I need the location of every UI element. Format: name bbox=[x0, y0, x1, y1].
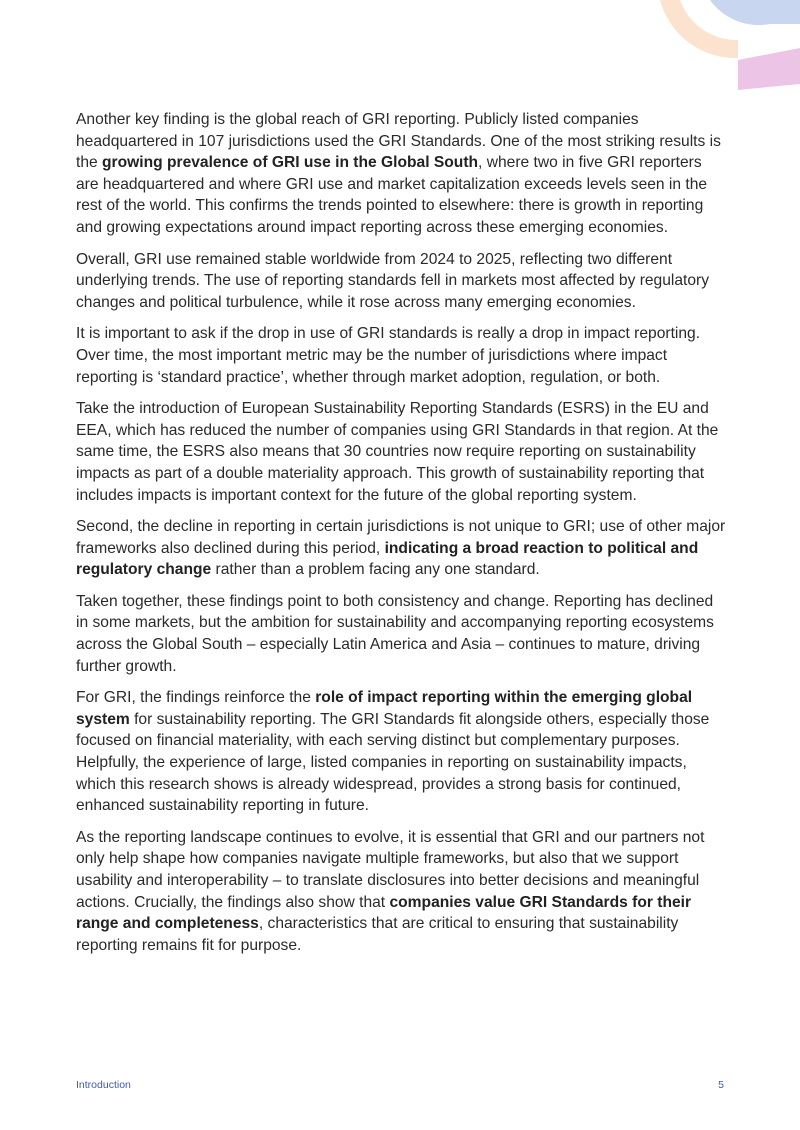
text-run: , where two in five GRI reporters are headquartered and where GRI use and market capitalization exceeds levels seen in the rest of the world. This confirms the trends pointed to elsewhere: there is growth in reporting and growing expectations around impact reporting across these emerging economies. bbox=[76, 154, 708, 236]
bold-text: growing prevalence of GRI use in the Global South bbox=[102, 154, 479, 172]
footer-section-label: Introduction bbox=[76, 1079, 131, 1091]
text-run: Overall, GRI use remained stable worldwide from 2024 to 2025, reflecting two different underlying trends. The use of reporting standards fell in markets most affected by regulatory changes and political turbulence, while it rose across many emerging economies. bbox=[76, 250, 710, 311]
body-paragraph bbox=[76, 109, 726, 239]
body-paragraph bbox=[76, 591, 726, 677]
page-number: 5 bbox=[718, 1079, 724, 1091]
body-paragraph bbox=[76, 323, 726, 388]
text-run: , characteristics that are critical to ensuring that sustainability reporting remains fit for purpose. bbox=[76, 915, 679, 954]
body-paragraph bbox=[76, 516, 726, 581]
text-run: Take the introduction of European Sustainability Reporting Standards (ESRS) in the EU and EEA, which has reduced the number of companies using GRI Standards in that region. At the same time, the ESRS also means that 30 countries now require reporting on sustainability impacts as part of a double materiality approach. This growth of sustainability reporting that includes impacts is important context for the future of the global reporting system. bbox=[76, 400, 719, 504]
text-run: rather than a problem facing any one standard. bbox=[211, 561, 540, 579]
bold-text: indicating a broad reaction to political and regulatory change bbox=[76, 539, 699, 579]
body-paragraph bbox=[76, 249, 726, 314]
pink-arc-shape bbox=[738, 48, 800, 90]
text-run: Second, the decline in reporting in certain jurisdictions is not unique to GRI; use of other major frameworks also declined during this period, bbox=[76, 518, 726, 557]
text-run: For GRI, the findings reinforce the bbox=[76, 689, 316, 707]
bold-text: role of impact reporting within the emerging global system bbox=[76, 689, 693, 728]
blue-arc-shape bbox=[710, 0, 800, 25]
text-run: for sustainability reporting. The GRI Standards fit alongside others, especially those focused on financial materiality, with each serving distinct but complementary purposes. Helpfully, the experience of large, listed companies in reporting on sustainability impacts, which this research shows is already widespread, provides a strong basis for continued, enhanced sustainability reporting in future. bbox=[76, 710, 710, 815]
main-content bbox=[76, 109, 726, 966]
decorative-arcs bbox=[580, 0, 800, 100]
text-run: As the reporting landscape continues to evolve, it is essential that GRI and our partners not only help shape how companies navigate multiple frameworks, but also that we support usability and interoperability – to translate disclosures into better decisions and meaningful actions. Crucially, the findings also show that bbox=[76, 828, 705, 911]
text-run: It is important to ask if the drop in use of GRI standards is really a drop in impact reporting. Over time, the most important metric may be the number of jurisdictions where impact reporting is ‘standard practice’, whether through market adoption, regulation, or both. bbox=[76, 325, 701, 386]
bold-text: companies value GRI Standards for their range and completeness bbox=[76, 893, 692, 933]
body-paragraph bbox=[76, 687, 726, 817]
text-run: Taken together, these findings point to both consistency and change. Reporting has declined in some markets, but the ambition for sustainability and accompanying reporting ecosystems across the Global South – especially Latin America and Asia – continues to mature, driving further growth. bbox=[76, 592, 714, 675]
body-paragraph bbox=[76, 398, 726, 506]
text-run: Another key finding is the global reach of GRI reporting. Publicly listed companies headquartered in 107 jurisdictions used the GRI Standards. One of the most striking results is the bbox=[76, 111, 721, 172]
body-paragraph bbox=[76, 827, 726, 957]
